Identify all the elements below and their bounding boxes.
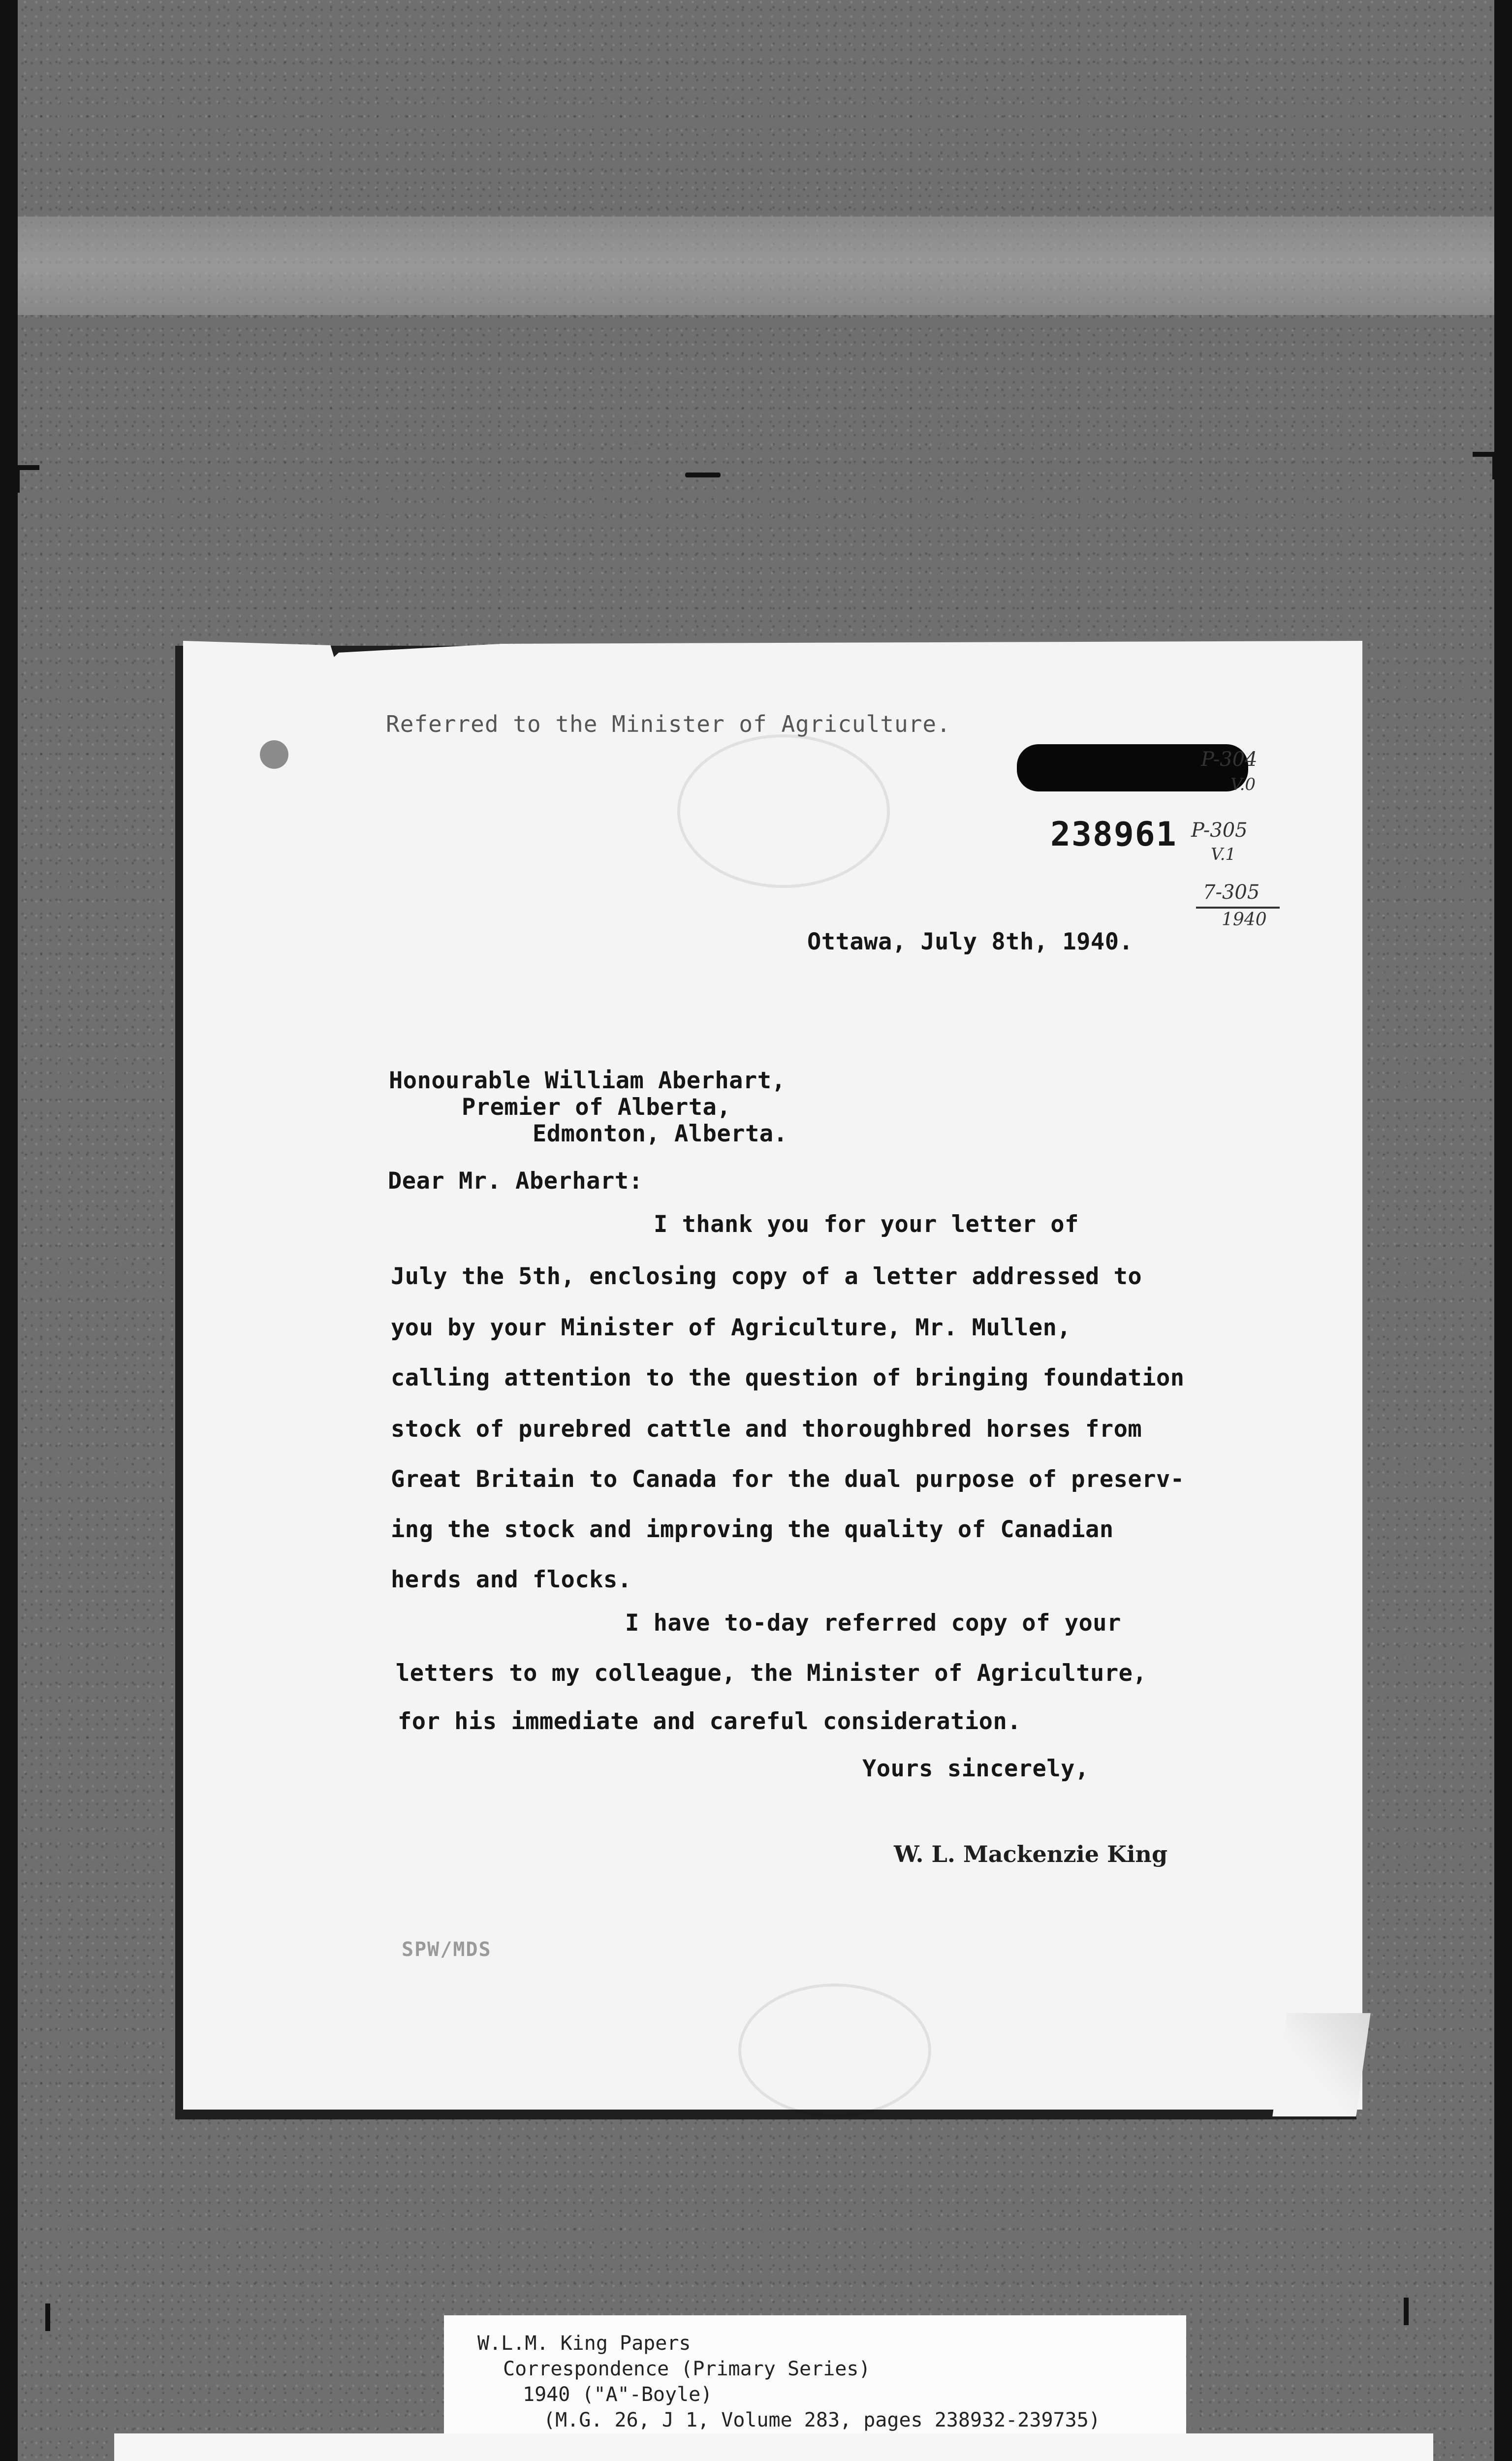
letter-date: Ottawa, July 8th, 1940. <box>807 928 1134 955</box>
registration-mark-center <box>685 473 721 477</box>
index-card-line-2: Correspondence (Primary Series) <box>503 2358 871 2380</box>
annotation-rule <box>1196 907 1280 909</box>
body-line-7: ing the stock and improving the quality of Canadian <box>391 1516 1114 1543</box>
scan-border-right <box>1494 0 1512 2461</box>
background-light-band <box>18 217 1494 315</box>
body-line-11: for his immediate and careful consideration. <box>398 1708 1022 1735</box>
registration-mark-left <box>15 465 39 493</box>
index-card-line-3: 1940 ("A"-Boyle) <box>523 2383 713 2406</box>
salutation: Dear Mr. Aberhart: <box>388 1167 643 1195</box>
address-line-3: Edmonton, Alberta. <box>533 1120 788 1147</box>
annotation-line-4: V.1 <box>1211 845 1236 864</box>
body-line-4: calling attention to the question of bringing foundation <box>391 1364 1185 1391</box>
body-line-5: stock of purebred cattle and thoroughbred horses from <box>391 1416 1142 1443</box>
record-number: 238961 <box>1050 815 1177 854</box>
body-line-10: letters to my colleague, the Minister of Agriculture, <box>396 1660 1147 1687</box>
registration-mark-lower-right <box>1404 2298 1409 2325</box>
signature: W. L. Mackenzie King <box>894 1841 1168 1867</box>
faint-stamp-bottom <box>738 1984 931 2117</box>
page-curl <box>1272 2013 1371 2116</box>
referral-note: Referred to the Minister of Agriculture. <box>386 711 951 737</box>
address-line-1: Honourable William Aberhart, <box>389 1067 786 1094</box>
index-card-line-4: (M.G. 26, J 1, Volume 283, pages 238932-239735) <box>543 2409 1101 2431</box>
body-line-2: July the 5th, enclosing copy of a letter addressed to <box>391 1263 1142 1290</box>
annotation-line-1: P-304 <box>1201 748 1258 771</box>
annotation-line-6: 1940 <box>1222 910 1267 930</box>
body-line-6: Great Britain to Canada for the dual purpose of preserv- <box>391 1466 1185 1493</box>
body-line-8: herds and flocks. <box>391 1566 632 1593</box>
body-line-3: you by your Minister of Agriculture, Mr. Mullen, <box>391 1314 1071 1341</box>
typist-initials: SPW/MDS <box>402 1938 492 1961</box>
punch-hole <box>260 740 288 769</box>
body-line-1: I thank you for your letter of <box>654 1211 1079 1238</box>
scan-border-left <box>0 0 18 2461</box>
index-card-line-1: W.L.M. King Papers <box>477 2332 691 2355</box>
annotation-line-2: V.0 <box>1230 775 1256 794</box>
body-line-9: I have to-day referred copy of your <box>625 1609 1121 1637</box>
registration-mark-right <box>1473 452 1497 479</box>
closing: Yours sincerely, <box>862 1755 1089 1782</box>
address-line-2: Premier of Alberta, <box>462 1094 731 1121</box>
archives-banner <box>114 2433 1433 2461</box>
registration-mark-lower-left <box>45 2303 50 2331</box>
faint-stamp-top <box>677 734 890 888</box>
annotation-line-5: 7-305 <box>1203 881 1260 904</box>
annotation-line-3: P-305 <box>1191 819 1248 842</box>
